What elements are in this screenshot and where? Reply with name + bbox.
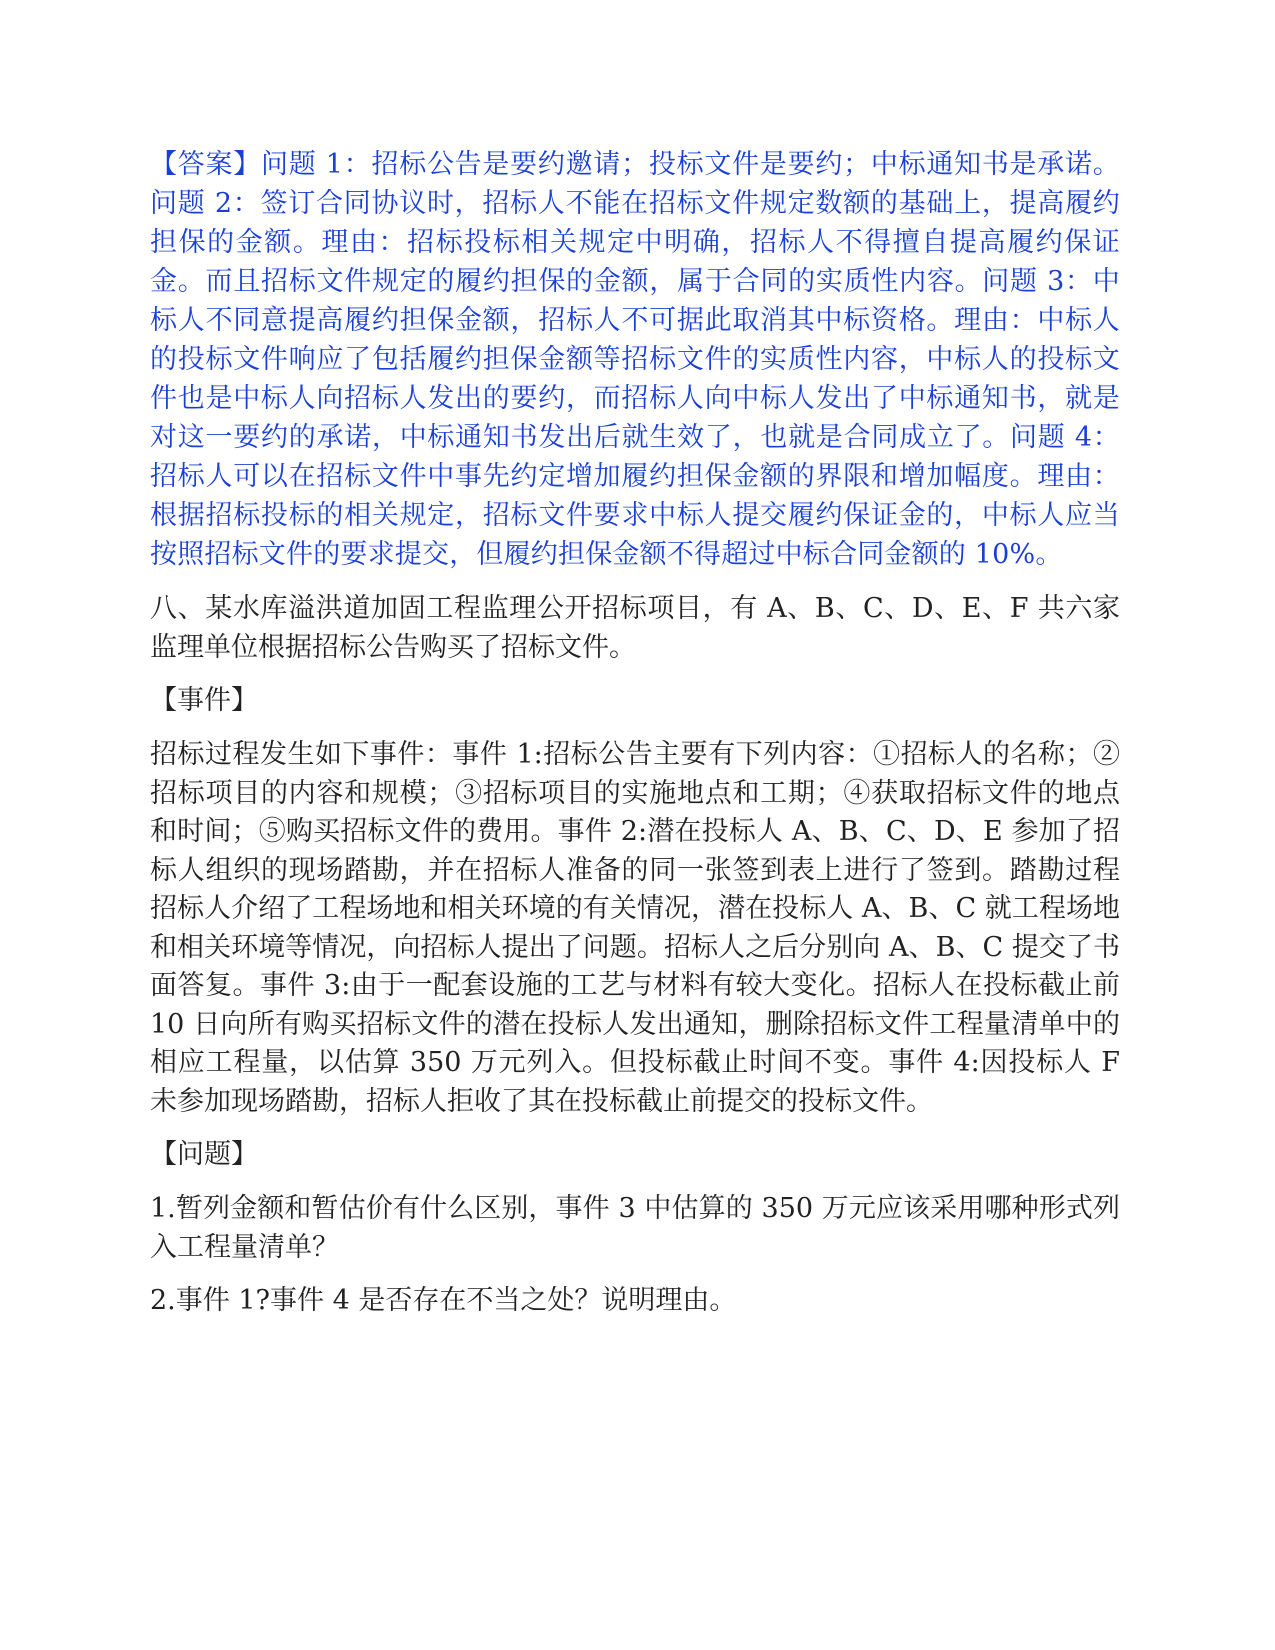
answer-paragraph: 【答案】问题 1：招标公告是要约邀请；投标文件是要约；中标通知书是承诺。问题 2：签订合同协议时，招标人不能在招标文件规定数额的基础上，提高履约担保的金额。理由：招标投标相关规定中明确，招标人不得擅自提高履约保证金。而且招标文件规定的履约担保的金额，属于合同的实质性内容。问题 3：中标人不同意提高履约担保金额，招标人不可据此取消其中标资格。理由：中标人的投标文件响应了包括履约担保金额等招标文件的实质性内容，中标人的投标文件也是中标人向招标人发出的要约，而招标人向中标人发出了中标通知书，就是对这一要约的承诺，中标通知书发出后就生效了，也就是合同成立了。问题 4：招标人可以在招标文件中事先约定增加履约担保金额的界限和增加幅度。理由：根据招标投标的相关规定，招标文件要求中标人提交履约保证金的，中标人应当按照招标文件的要求提交，但履约担保金额不得超过中标合同金额的 10%。 [150, 149, 1120, 570]
question-1: 1.暂列金额和暂估价有什么区别，事件 3 中估算的 350 万元应该采用哪种形式列入工程量清单？ [150, 1193, 1120, 1263]
questions-heading: 【问题】 [150, 1139, 258, 1170]
case-intro: 八、某水库溢洪道加固工程监理公开招标项目，有 A、B、C、D、E、F 共六家监理单位根据招标公告购买了招标文件。 [150, 593, 1120, 663]
events-paragraph: 招标过程发生如下事件：事件 1:招标公告主要有下列内容：①招标人的名称；②招标项目的内容和规模；③招标项目的实施地点和工期；④获取招标文件的地点和时间；⑤购买招标文件的费用。事件 2:潜在投标人 A、B、C、D、E 参加了招标人组织的现场踏勘，并在招标人准备的同一张签到表上进行了签到。踏勘过程招标人介绍了工程场地和相关环境的有关情况，潜在投标人 A、B、C 就工程场地和相关环境等情况，向招标人提出了问题。招标人之后分别向 A、B、C 提交了书面答复。事件 3:由于一配套设施的工艺与材料有较大变化。招标人在投标截止前 10 日向所有购买招标文件的潜在投标人发出通知，删除招标文件工程量清单中的相应工程量，以估算 350 万元列入。但投标截止时间不变。事件 4:因投标人 F 未参加现场踏勘，招标人拒收了其在投标截止前提交的投标文件。 [150, 739, 1120, 1117]
question-2: 2.事件 1?事件 4 是否存在不当之处？说明理由。 [150, 1285, 737, 1316]
document-page [150, 145, 1120, 1321]
events-heading: 【事件】 [150, 685, 258, 716]
